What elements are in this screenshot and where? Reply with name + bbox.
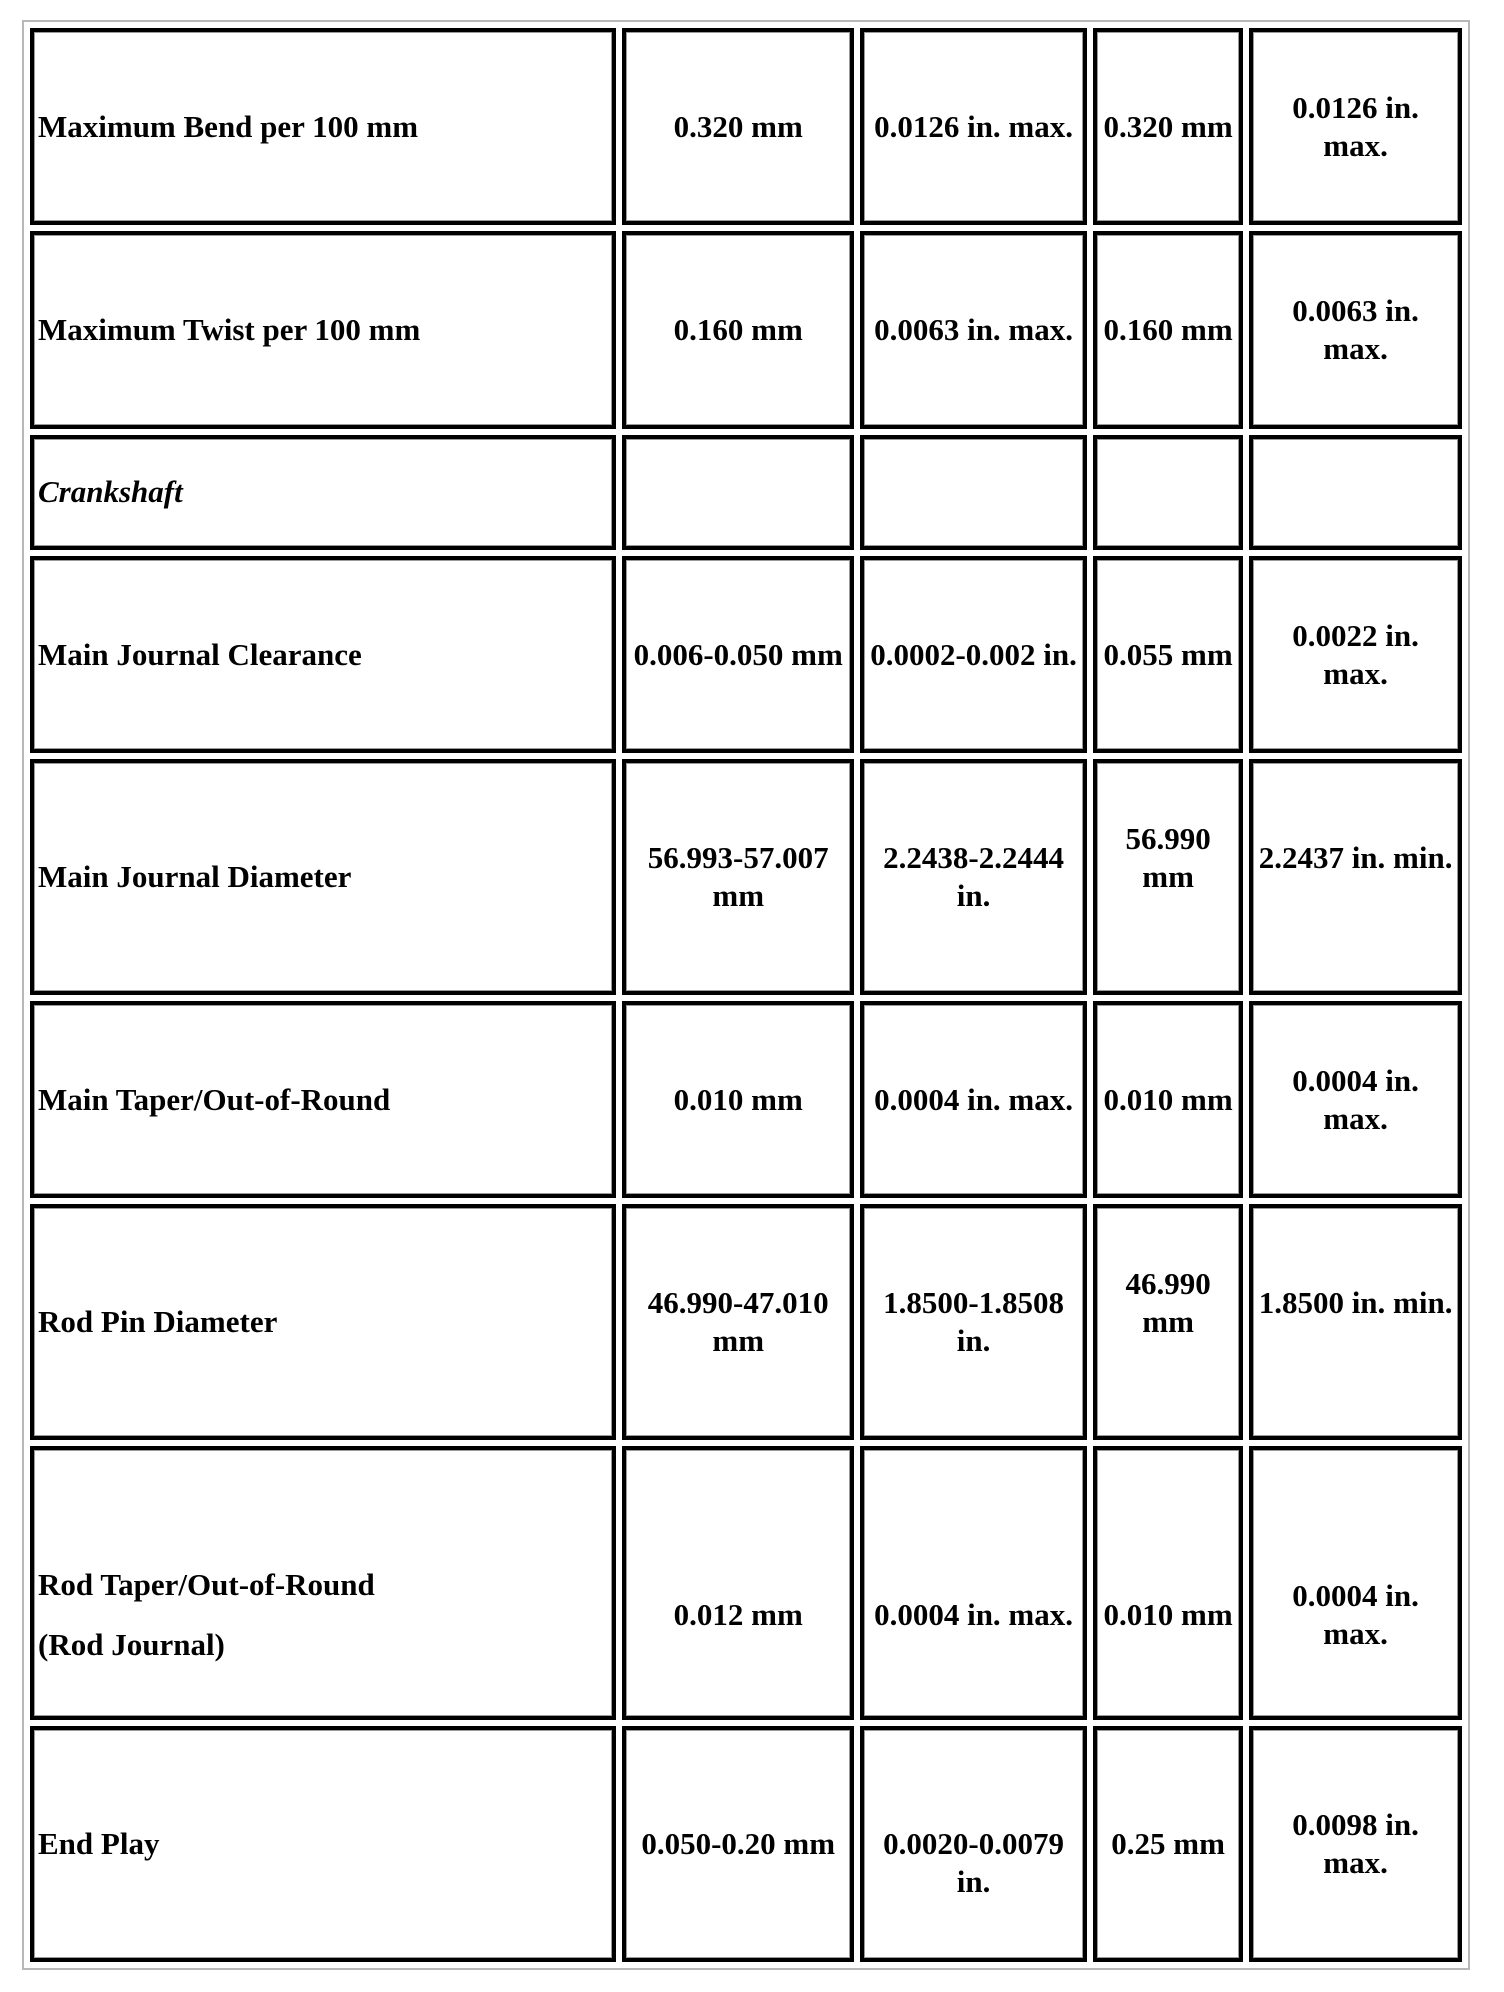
- row-label: Main Journal Diameter: [30, 759, 616, 995]
- spacer: [1257, 1322, 1454, 1360]
- value-line: 2.2438-2.2444: [883, 840, 1064, 876]
- std-metric-value: 0.012 mm: [622, 1446, 854, 1720]
- limit-imperial-value: 0.0098 in. max.: [1249, 1726, 1462, 1962]
- empty-cell: [1093, 435, 1243, 550]
- limit-imperial-value: 0.0004 in. max.: [1249, 1001, 1462, 1198]
- value-line: 46.990-47.010: [647, 1285, 829, 1321]
- limit-metric-value: 0.160 mm: [1093, 231, 1243, 428]
- limit-metric-value: 0.25 mm: [1093, 1726, 1243, 1962]
- empty-cell: [622, 435, 854, 550]
- value-line: in.: [956, 878, 991, 914]
- value-line: in.: [956, 1323, 991, 1359]
- empty-cell: [860, 435, 1087, 550]
- value-line: 0.0020-0.0079: [883, 1826, 1064, 1862]
- table-row-section: [30, 435, 1462, 550]
- spacer: [1257, 877, 1454, 915]
- table-row: [30, 1726, 1462, 1962]
- row-label: Main Taper/Out-of-Round: [30, 1001, 616, 1198]
- row-label: Maximum Bend per 100 mm: [30, 28, 616, 225]
- spec-table: [24, 22, 1468, 1968]
- limit-imperial-value: 0.0126 in. max.: [1249, 28, 1462, 225]
- value-line: 1.8500-1.8508: [883, 1285, 1064, 1321]
- spacer: [1101, 1341, 1235, 1379]
- std-imperial-value: [860, 759, 1087, 995]
- row-label: [30, 1446, 616, 1720]
- limit-metric-value: 0.055 mm: [1093, 556, 1243, 753]
- label-line: (Rod Journal): [38, 1627, 225, 1663]
- value-line: mm: [712, 878, 765, 914]
- limit-metric-value: 0.010 mm: [1093, 1001, 1243, 1198]
- value-line: in.: [956, 1864, 991, 1900]
- std-metric-value: 0.160 mm: [622, 231, 854, 428]
- limit-metric-value: 0.320 mm: [1093, 28, 1243, 225]
- table-row: [30, 231, 1462, 428]
- table-row: [30, 28, 1462, 225]
- std-imperial-value: 0.0004 in. max.: [860, 1446, 1087, 1720]
- table-row: [30, 556, 1462, 753]
- table-row: [30, 1204, 1462, 1440]
- table-row: [30, 1001, 1462, 1198]
- std-imperial-value: 0.0126 in. max.: [860, 28, 1087, 225]
- row-label: Rod Pin Diameter: [30, 1204, 616, 1440]
- spec-table-frame: [22, 20, 1470, 1970]
- value-line: mm: [712, 1323, 765, 1359]
- limit-imperial-value: 0.0022 in. max.: [1249, 556, 1462, 753]
- table-row: [30, 1446, 1462, 1720]
- std-imperial-value: 0.0063 in. max.: [860, 231, 1087, 428]
- limit-metric-value: [1093, 1204, 1243, 1440]
- empty-cell: [1249, 435, 1462, 550]
- spacer: [1101, 896, 1235, 934]
- std-imperial-value: [860, 1204, 1087, 1440]
- std-imperial-value: [860, 1726, 1087, 1962]
- value-line: 46.990 mm: [1125, 1266, 1211, 1340]
- table-row: [30, 759, 1462, 995]
- value-line: 2.2437 in. min.: [1258, 840, 1453, 876]
- std-metric-value: 0.006-0.050 mm: [622, 556, 854, 753]
- limit-imperial-value: 0.0063 in. max.: [1249, 231, 1462, 428]
- limit-imperial-value: 0.0004 in. max.: [1249, 1446, 1462, 1720]
- limit-imperial-value: [1249, 759, 1462, 995]
- std-metric-value: 0.320 mm: [622, 28, 854, 225]
- std-metric-value: [622, 1204, 854, 1440]
- value-line: 1.8500 in. min.: [1258, 1285, 1453, 1321]
- value-line: 56.990 mm: [1125, 821, 1211, 895]
- std-imperial-value: 0.0004 in. max.: [860, 1001, 1087, 1198]
- std-metric-value: 0.010 mm: [622, 1001, 854, 1198]
- limit-metric-value: [1093, 759, 1243, 995]
- std-imperial-value: 0.0002-0.002 in.: [860, 556, 1087, 753]
- section-label: Crankshaft: [30, 435, 616, 550]
- value-line: 56.993-57.007: [647, 840, 829, 876]
- std-metric-value: [622, 759, 854, 995]
- limit-imperial-value: [1249, 1204, 1462, 1440]
- std-metric-value: 0.050-0.20 mm: [622, 1726, 854, 1962]
- row-label: End Play: [30, 1726, 616, 1962]
- label-line: Rod Taper/Out-of-Round: [38, 1567, 375, 1603]
- row-label: Main Journal Clearance: [30, 556, 616, 753]
- row-label: Maximum Twist per 100 mm: [30, 231, 616, 428]
- limit-metric-value: 0.010 mm: [1093, 1446, 1243, 1720]
